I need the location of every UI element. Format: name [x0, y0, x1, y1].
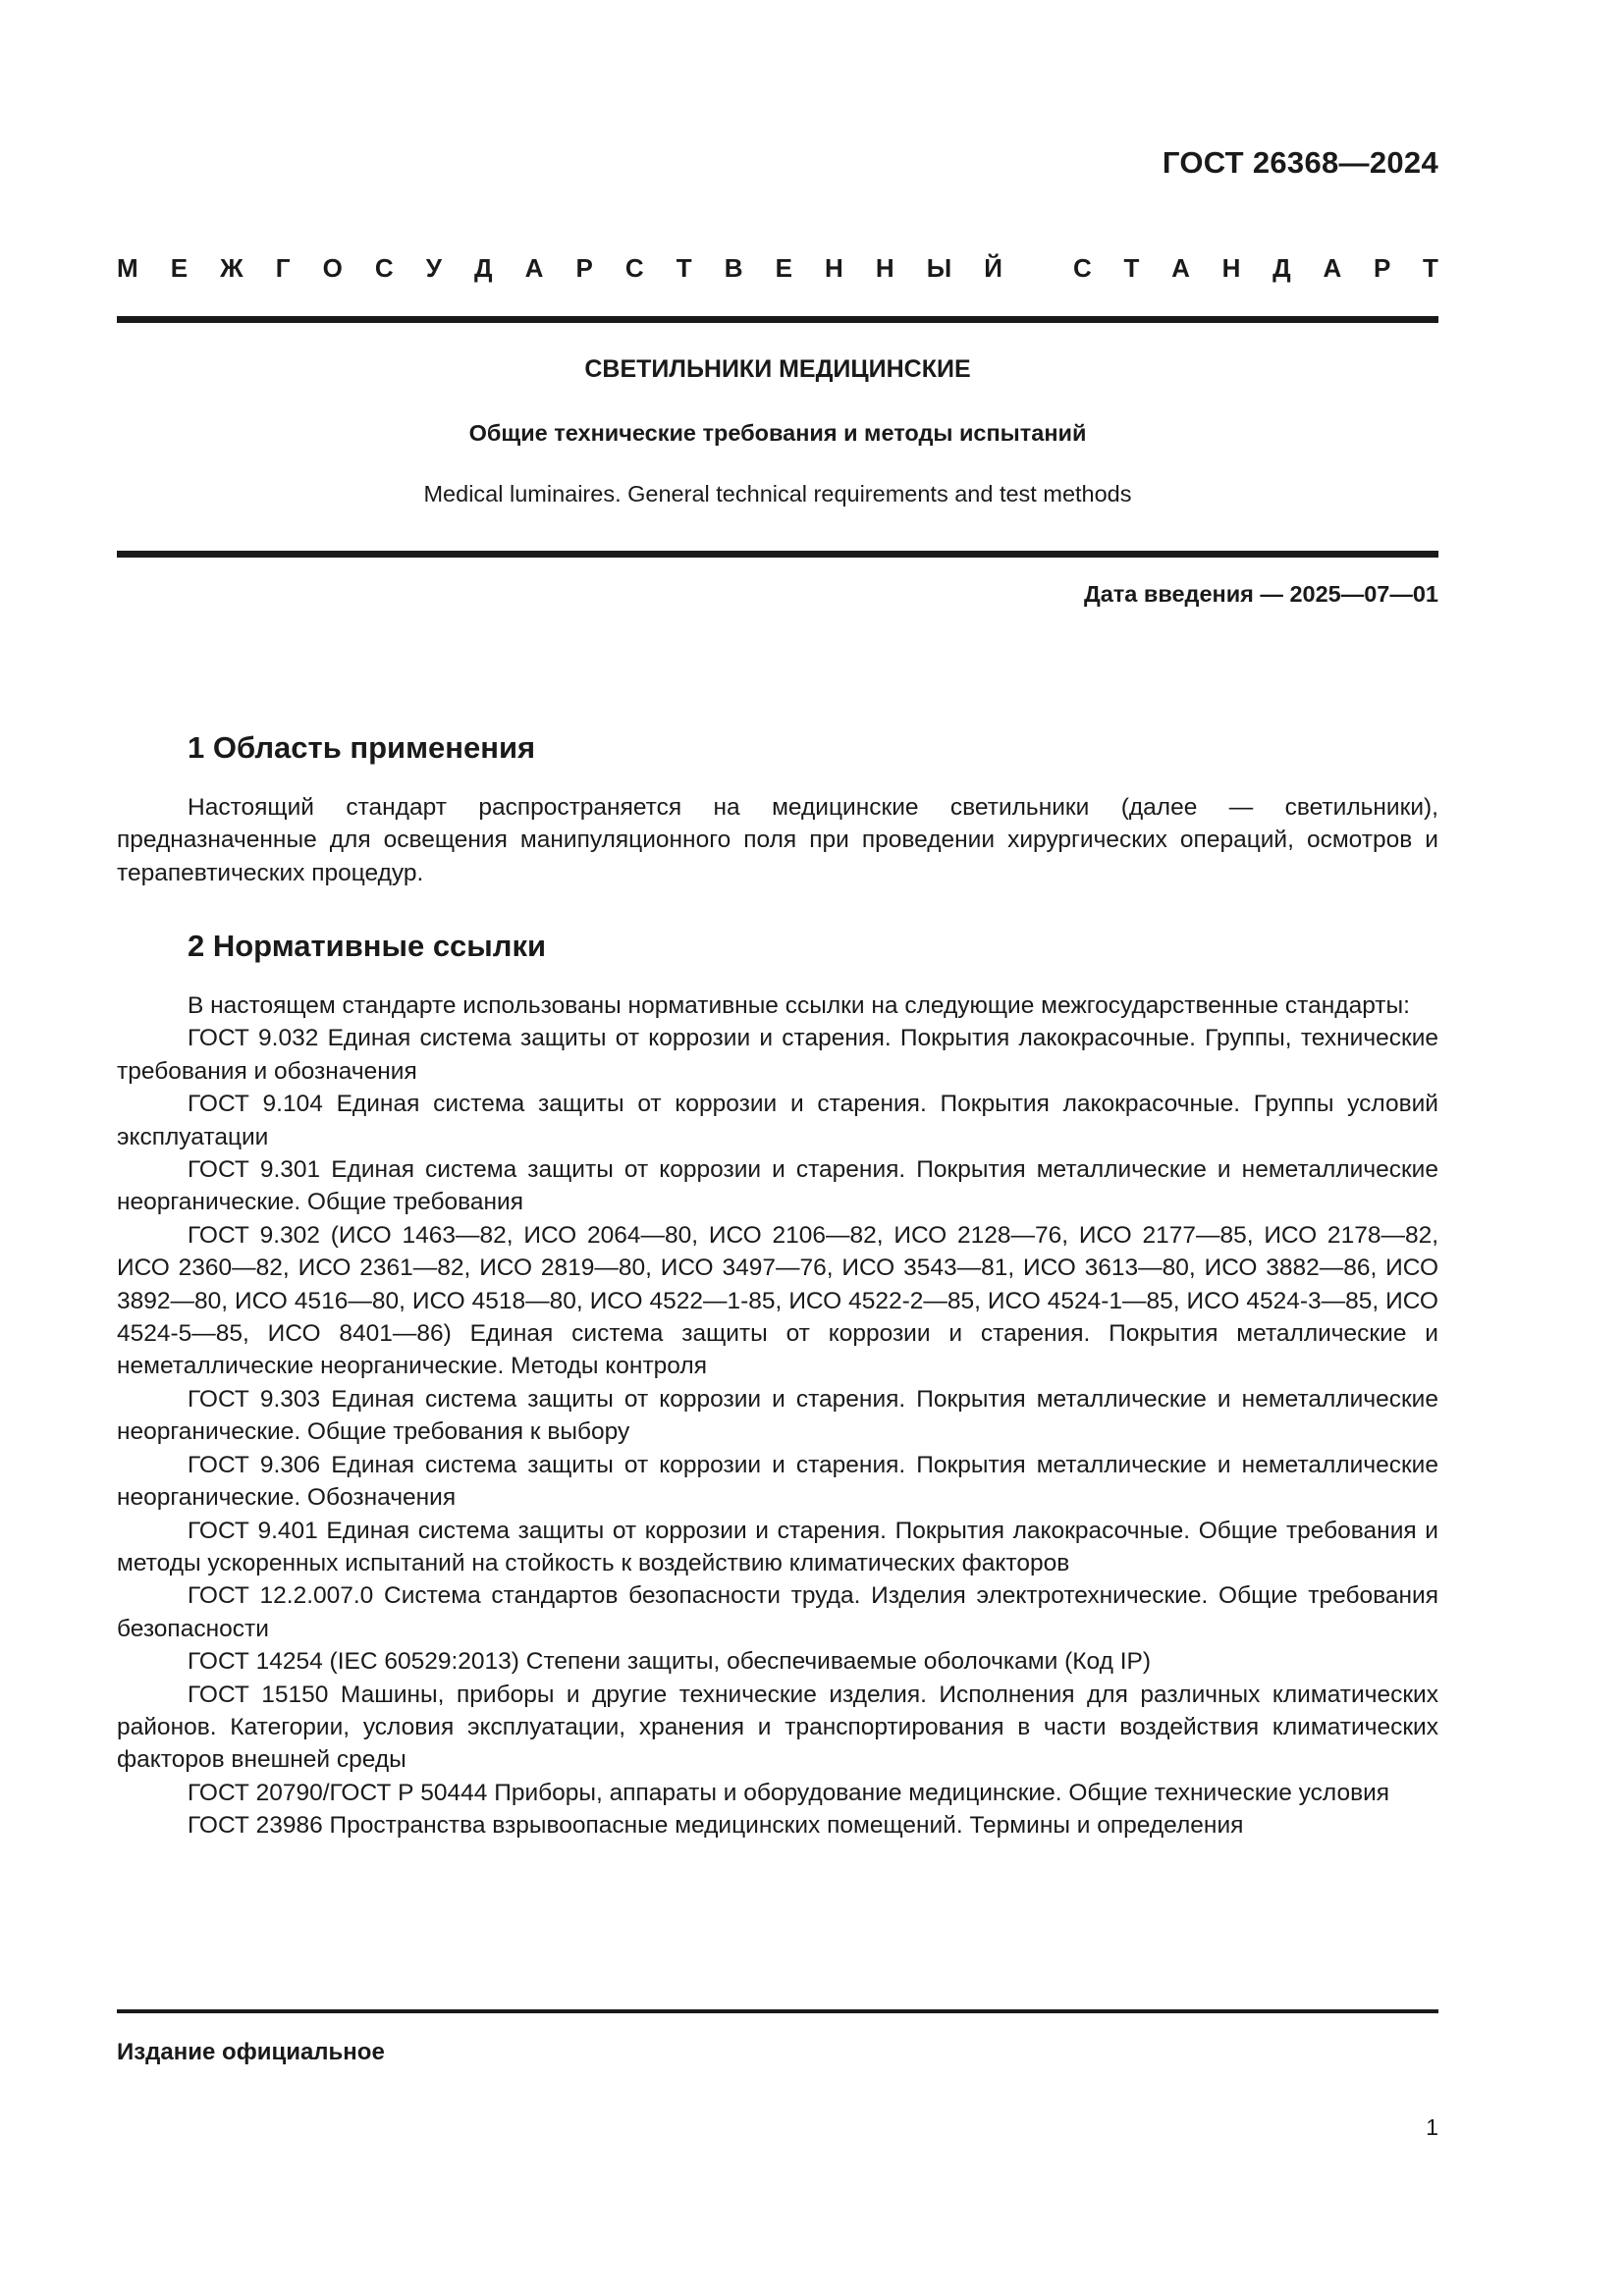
document-title-english: Medical luminaires. General technical requirements and test methods: [423, 481, 1132, 507]
section-references-body: [117, 989, 1438, 1842]
section-scope-body: [117, 791, 1438, 889]
heading-letter: Е: [775, 253, 792, 283]
heading-letter: Н: [825, 253, 843, 283]
section-heading-normative-references: 2 Нормативные ссылки: [188, 929, 547, 963]
paragraph: В настоящем стандарте использованы нормативные ссылки на следующие межгосударственные стандарты:: [188, 992, 1410, 1019]
heading-letter: Е: [170, 253, 189, 283]
heading-letter: А: [1171, 253, 1190, 283]
title-rule: [117, 551, 1438, 558]
document-type-word-standard: [1073, 253, 1438, 284]
heading-letter: Н: [1221, 253, 1241, 283]
heading-letter: Ж: [220, 253, 244, 283]
reference-item: ГОСТ 15150 Машины, приборы и другие технические изделия. Исполнения для различных климатических районов. Категории, условия эксплуатации, хранения и транспортирования в части воздействия климатических факторов внешней среды: [117, 1681, 1438, 1774]
reference-item: ГОСТ 23986 Пространства взрывоопасные медицинских помещений. Термины и определения: [188, 1812, 1244, 1840]
document-title: СВЕТИЛЬНИКИ МЕДИЦИНСКИЕ: [584, 355, 971, 383]
heading-letter: Т: [1123, 253, 1140, 283]
heading-letter: С: [624, 253, 644, 283]
reference-item: ГОСТ 9.104 Единая система защиты от коррозии и старения. Покрытия лакокрасочные. Группы условий эксплуатации: [117, 1091, 1438, 1150]
heading-letter: У: [425, 253, 442, 283]
page-number: 1: [1426, 2114, 1438, 2140]
official-edition-label: Издание официальное: [117, 2039, 385, 2065]
heading-letter: О: [322, 253, 343, 283]
heading-letter: Р: [1373, 253, 1391, 283]
introduction-date: Дата введения — 2025—07—01: [1083, 581, 1438, 607]
document-type-word-interstate: [117, 253, 1002, 284]
heading-letter: М: [117, 253, 138, 283]
document-type-heading: [117, 253, 1438, 284]
reference-item: ГОСТ 9.303 Единая система защиты от коррозии и старения. Покрытия металлические и неметаллические неорганические. Общие требования к выбору: [117, 1385, 1438, 1446]
heading-letter: А: [524, 253, 544, 283]
reference-item: ГОСТ 9.401 Единая система защиты от коррозии и старения. Покрытия лакокрасочные. Общие требования и методы ускоренных испытаний на стойкость к воздействию климатических факторов: [117, 1517, 1438, 1576]
paragraph: Настоящий стандарт распространяется на медицинские светильники (далее — светильники), предназначенные для освещения манипуляционного поля при проведении хирургических операций, осмотров и терапевтических процедур.: [117, 794, 1438, 886]
reference-item: ГОСТ 9.301 Единая система защиты от коррозии и старения. Покрытия металлические и неметаллические неорганические. Общие требования: [117, 1156, 1438, 1216]
heading-letter: В: [724, 253, 743, 283]
reference-item: ГОСТ 14254 (IEC 60529:2013) Степени защиты, обеспечиваемые оболочками (Код IP): [188, 1648, 1152, 1676]
section-heading-scope: 1 Область применения: [188, 730, 536, 765]
heading-letter: Р: [575, 253, 593, 283]
reference-item: ГОСТ 12.2.007.0 Система стандартов безопасности труда. Изделия электротехнические. Общие требования безопасности: [117, 1582, 1438, 1642]
reference-item: ГОСТ 9.306 Единая система защиты от коррозии и старения. Покрытия металлические и неметаллические неорганические. Обозначения: [117, 1451, 1438, 1512]
reference-item: ГОСТ 20790/ГОСТ Р 50444 Приборы, аппараты и оборудование медицинские. Общие технические условия: [188, 1779, 1390, 1806]
reference-item: ГОСТ 9.032 Единая система защиты от коррозии и старения. Покрытия лакокрасочные. Группы, технические требования и обозначения: [117, 1025, 1438, 1085]
heading-letter: Н: [875, 253, 894, 283]
heading-letter: А: [1323, 253, 1342, 283]
document-page: [117, 0, 1438, 2296]
top-rule: [117, 316, 1438, 323]
heading-letter: Т: [676, 253, 692, 283]
heading-letter: Д: [1272, 253, 1291, 283]
document-subtitle: Общие технические требования и методы испытаний: [468, 420, 1087, 446]
heading-letter: С: [1073, 253, 1092, 283]
heading-letter: Ы: [926, 253, 952, 283]
heading-letter: Й: [984, 253, 1002, 283]
heading-letter: С: [374, 253, 394, 283]
heading-letter: Д: [474, 253, 493, 283]
heading-letter: Г: [275, 253, 291, 283]
document-number: ГОСТ 26368—2024: [1162, 145, 1438, 180]
heading-letter: Т: [1423, 253, 1438, 283]
reference-item: ГОСТ 9.302 (ИСО 1463—82, ИСО 2064—80, ИСО 2106—82, ИСО 2128—76, ИСО 2177—85, ИСО 2178—82, ИСО 2360—82, ИСО 2361—82, ИСО 2819—80, ИСО 3497—76, ИСО 3543—81, ИСО 3613—80, ИСО 3882—86, ИСО 3892—80, ИСО 4516—80, ИСО 4518—80, ИСО 4522—1-85, ИСО 4522-2—85, ИСО 4524-1—85, ИСО 4524-3—85, ИСО 4524-5—85, ИСО 8401—86) Единая система защиты от коррозии и старения. Покрытия металлические и неметаллические неорганические. Методы контроля: [117, 1221, 1438, 1380]
footer-rule: [117, 2009, 1438, 2013]
